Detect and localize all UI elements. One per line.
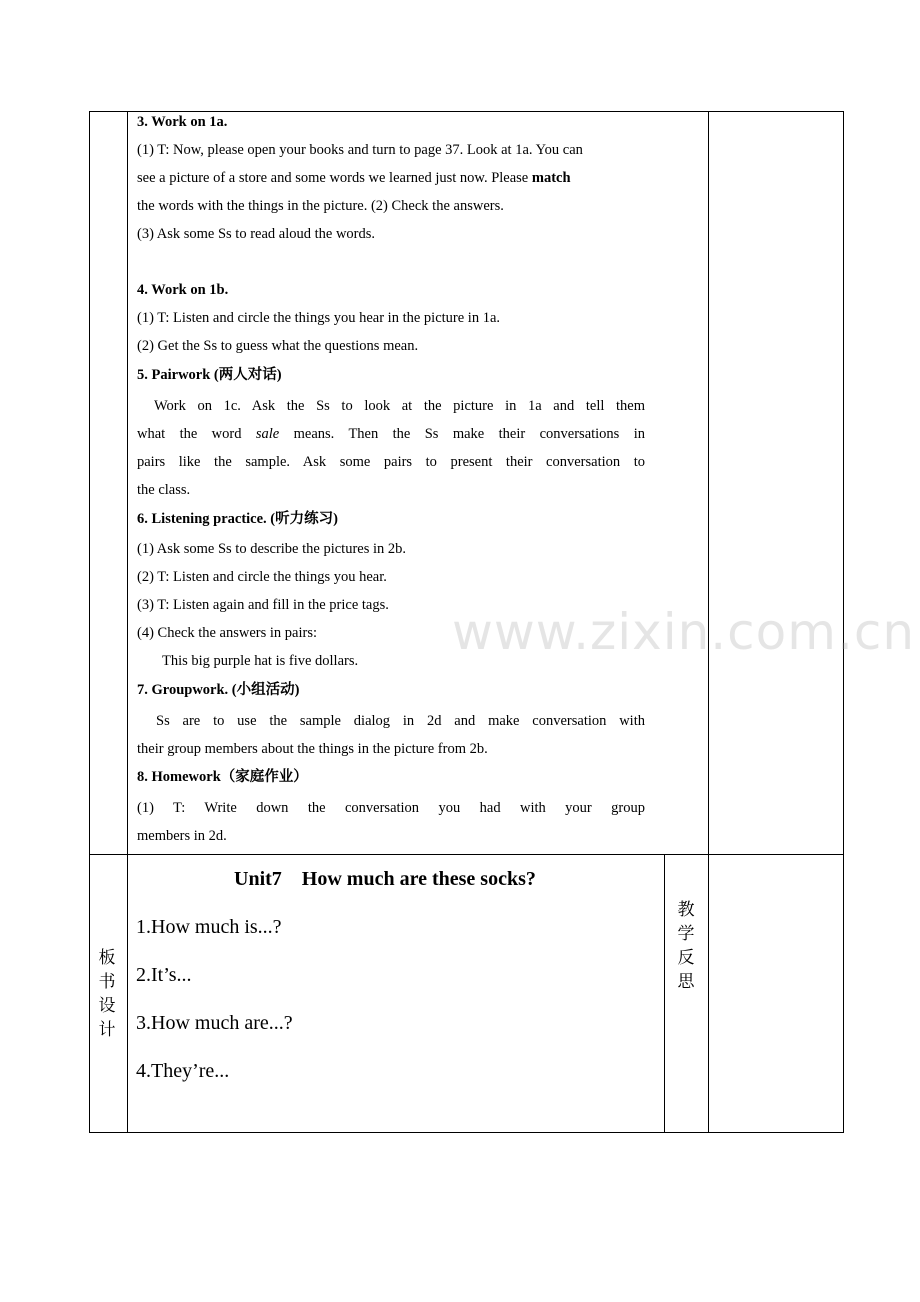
match-keyword: match — [531, 170, 571, 186]
step-3-line: (1) T: Now, please open your books and turn to page 37. Look at 1a. You can — [137, 142, 583, 158]
step-8-line: members in 2d. — [137, 828, 227, 844]
reflection-label-char: 教 — [677, 900, 695, 920]
step-5-line: Work on 1c. Ask the Ss to look at the picture in 1a and tell them — [154, 398, 645, 414]
step-5-heading: 5. Pairwork (两人对话) — [137, 367, 282, 383]
step-5-line: pairs like the sample. Ask some pairs to present their conversation to — [137, 454, 645, 470]
step-7-line: their group members about the things in the picture from 2b. — [137, 741, 488, 757]
board-design-label — [97, 946, 117, 1042]
board-title: Unit7 How much are these socks? — [234, 868, 536, 890]
board-label-char: 板 — [98, 948, 116, 968]
step-5-text: what the word — [137, 426, 256, 442]
sale-keyword: sale — [255, 426, 280, 442]
step-6-line: (1) Ask some Ss to describe the pictures in 2b. — [137, 541, 407, 557]
step-8-line: (1) T: Write down the conversation you had with your group — [137, 800, 645, 816]
step-3-line: the words with the things in the picture. (2) Check the answers. — [137, 198, 504, 214]
reflection-label-char: 反 — [677, 948, 695, 968]
table-left-border — [89, 111, 90, 1133]
board-line: 4.They’re... — [136, 1060, 230, 1082]
step-3-text: see a picture of a store and some words we learned just now. Please — [137, 170, 532, 186]
step-6-line: (4) Check the answers in pairs: — [137, 625, 317, 641]
step-7-heading: 7. Groupwork. (小组活动) — [137, 682, 300, 698]
step-6-heading: 6. Listening practice. (听力练习) — [137, 511, 338, 527]
step-5-line: the class. — [137, 482, 191, 498]
board-label-char: 计 — [98, 1020, 116, 1040]
reflection-label-char: 思 — [677, 972, 695, 992]
step-5-text: means. Then the Ss make their conversations in — [279, 426, 645, 442]
board-label-char: 书 — [98, 972, 116, 992]
step-3-line — [137, 168, 645, 188]
step-7-line: Ss are to use the sample dialog in 2d and make conversation with — [156, 713, 645, 729]
step-3-line: (3) Ask some Ss to read aloud the words. — [137, 226, 376, 242]
step-8-heading: 8. Homework（家庭作业） — [137, 769, 308, 785]
board-line: 2.It’s... — [136, 964, 192, 986]
reflection-label-border — [664, 854, 665, 1132]
teaching-reflection-label — [676, 898, 696, 994]
table-middle-border — [89, 854, 844, 855]
reflection-label-char: 学 — [677, 924, 695, 944]
step-4-heading: 4. Work on 1b. — [137, 282, 229, 298]
step-6-line: (2) T: Listen and circle the things you hear. — [137, 569, 387, 585]
board-label-char: 设 — [98, 996, 116, 1016]
step-6-example: This big purple hat is five dollars. — [162, 653, 359, 669]
board-line: 1.How much is...? — [136, 916, 282, 938]
step-3-heading: 3. Work on 1a. — [137, 114, 228, 130]
step-4-line: (1) T: Listen and circle the things you hear in the picture in 1a. — [137, 310, 501, 326]
step-6-line: (3) T: Listen again and fill in the price tags. — [137, 597, 389, 613]
watermark: www.zixin.com.cn — [452, 603, 916, 661]
table-bottom-border — [89, 1132, 844, 1133]
label-column-border — [127, 111, 128, 1133]
board-line: 3.How much are...? — [136, 1012, 293, 1034]
step-4-line: (2) Get the Ss to guess what the questions mean. — [137, 338, 419, 354]
step-5-line — [137, 424, 645, 444]
